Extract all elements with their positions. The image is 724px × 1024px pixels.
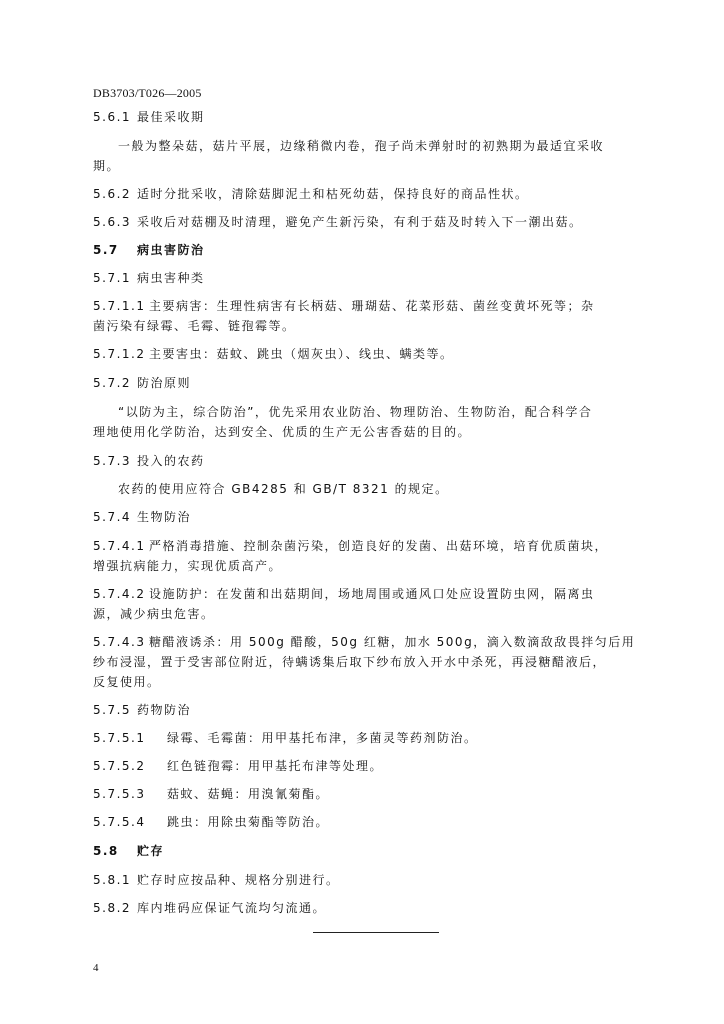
clause-number: 5.7.4.2	[93, 587, 146, 601]
clause-text: 贮存时应按品种、规格分别进行。	[137, 873, 340, 887]
clause-title: 最佳采收期	[137, 110, 205, 124]
clause-5-7-5-2	[93, 757, 663, 775]
page-number: 4	[93, 962, 99, 974]
paragraph-line: 农药的使用应符合 GB4285 和 GB/T 8321 的规定。	[118, 482, 449, 496]
paragraph-line: 期。	[93, 159, 121, 173]
clause-5-7-4-2	[93, 585, 663, 603]
paragraph-line: 源，减少病虫危害。	[93, 607, 215, 621]
clause-5-7-4-1	[93, 537, 663, 555]
paragraph-line: 反复使用。	[93, 675, 161, 689]
clause-number: 5.6.1	[93, 110, 132, 124]
clause-number: 5.7.1.2	[93, 347, 146, 361]
clause-text: 糖醋液诱杀：用 500g 醋酸，50g 红糖，加水 500g，滴入数滴敌敌畏拌匀后用	[149, 635, 636, 649]
clause-text: 红色链孢霉：用甲基托布津等处理。	[167, 759, 384, 773]
clause-title: 病虫害种类	[137, 271, 205, 285]
clause-5-7-5-heading	[93, 701, 663, 719]
clause-5-7-1-2	[93, 345, 663, 363]
section-title: 贮存	[137, 844, 165, 858]
clause-text: 设施防护：在发菌和出菇期间，场地周围或通风口处应设置防虫网，隔离虫	[149, 587, 595, 601]
clause-number: 5.7.4.3	[93, 635, 146, 649]
clause-text: 跳虫：用除虫菊酯等防治。	[167, 815, 330, 829]
clause-5-6-2	[93, 185, 663, 203]
clause-text: 采收后对菇棚及时清理，避免产生新污染，有利于菇及时转入下一潮出菇。	[137, 215, 583, 229]
clause-number: 5.6.2	[93, 187, 132, 201]
clause-5-7-5-3	[93, 785, 663, 803]
paragraph-line: 纱布浸湿，置于受害部位附近，待螨诱集后取下纱布放入开水中杀死，再浸糖醋液后，	[93, 655, 607, 669]
clause-title: 生物防治	[137, 510, 192, 524]
clause-title: 投入的农药	[137, 454, 205, 468]
clause-text: 绿霉、毛霉菌：用甲基托布津，多菌灵等药剂防治。	[167, 731, 478, 745]
clause-text: 适时分批采收，清除菇脚泥土和枯死幼菇，保持良好的商品性状。	[137, 187, 529, 201]
clause-5-7-3-heading	[93, 452, 663, 470]
clause-number: 5.7.5.4	[93, 815, 146, 829]
clause-text: 主要病害：生理性病害有长柄菇、珊瑚菇、花菜形菇、菌丝变黄坏死等；杂	[149, 299, 595, 313]
clause-5-6-1-heading	[93, 108, 663, 126]
clause-number: 5.7.5.3	[93, 787, 146, 801]
clause-5-8-1	[93, 871, 663, 889]
clause-title: 药物防治	[137, 703, 192, 717]
clause-text: 严格消毒措施、控制杂菌污染，创造良好的发菌、出菇环境，培育优质菌块，	[149, 539, 609, 553]
clause-number: 5.7	[93, 243, 119, 257]
document-code-header: DB3703/T026—2005	[93, 86, 202, 100]
clause-text: 库内堆码应保证气流均匀流通。	[137, 901, 327, 915]
clause-number: 5.7.1.1	[93, 299, 146, 313]
clause-5-7-4-3	[93, 633, 663, 651]
clause-number: 5.6.3	[93, 215, 132, 229]
end-rule-divider	[313, 932, 439, 933]
clause-5-8-2	[93, 899, 663, 917]
paragraph-line: 一般为整朵菇，菇片平展，边缘稍微内卷，孢子尚未弹射时的初熟期为最适宜采收	[118, 139, 605, 153]
clause-number: 5.7.1	[93, 271, 132, 285]
clause-number: 5.7.3	[93, 454, 132, 468]
clause-number: 5.8	[93, 844, 119, 858]
clause-5-7-2-heading	[93, 374, 663, 392]
clause-number: 5.8.2	[93, 901, 132, 915]
clause-5-7-1-1	[93, 297, 663, 315]
paragraph-line: 菌污染有绿霉、毛霉、链孢霉等。	[93, 319, 296, 333]
section-5-7-heading	[93, 241, 663, 259]
clause-number: 5.7.5	[93, 703, 132, 717]
paragraph-line: 增强抗病能力，实现优质高产。	[93, 559, 283, 573]
section-title: 病虫害防治	[137, 243, 205, 257]
clause-5-7-5-1	[93, 729, 663, 747]
clause-number: 5.8.1	[93, 873, 132, 887]
clause-number: 5.7.5.2	[93, 759, 146, 773]
clause-number: 5.7.4.1	[93, 539, 146, 553]
clause-text: 主要害虫：菇蚊、跳虫（烟灰虫）、线虫、螨类等。	[149, 347, 454, 361]
clause-title: 防治原则	[137, 376, 192, 390]
clause-5-6-3	[93, 213, 663, 231]
clause-text: 菇蚊、菇蝇：用溴氰菊酯。	[167, 787, 330, 801]
clause-number: 5.7.4	[93, 510, 132, 524]
clause-number: 5.7.2	[93, 376, 132, 390]
clause-5-7-4-heading	[93, 508, 663, 526]
clause-number: 5.7.5.1	[93, 731, 146, 745]
section-5-8-heading	[93, 842, 663, 860]
paragraph-line: “以防为主，综合防治”，优先采用农业防治、物理防治、生物防治，配合科学合	[118, 405, 593, 419]
paragraph-line: 理地使用化学防治，达到安全、优质的生产无公害香菇的目的。	[93, 425, 472, 439]
clause-5-7-1-heading	[93, 269, 663, 287]
clause-5-7-5-4	[93, 813, 663, 831]
